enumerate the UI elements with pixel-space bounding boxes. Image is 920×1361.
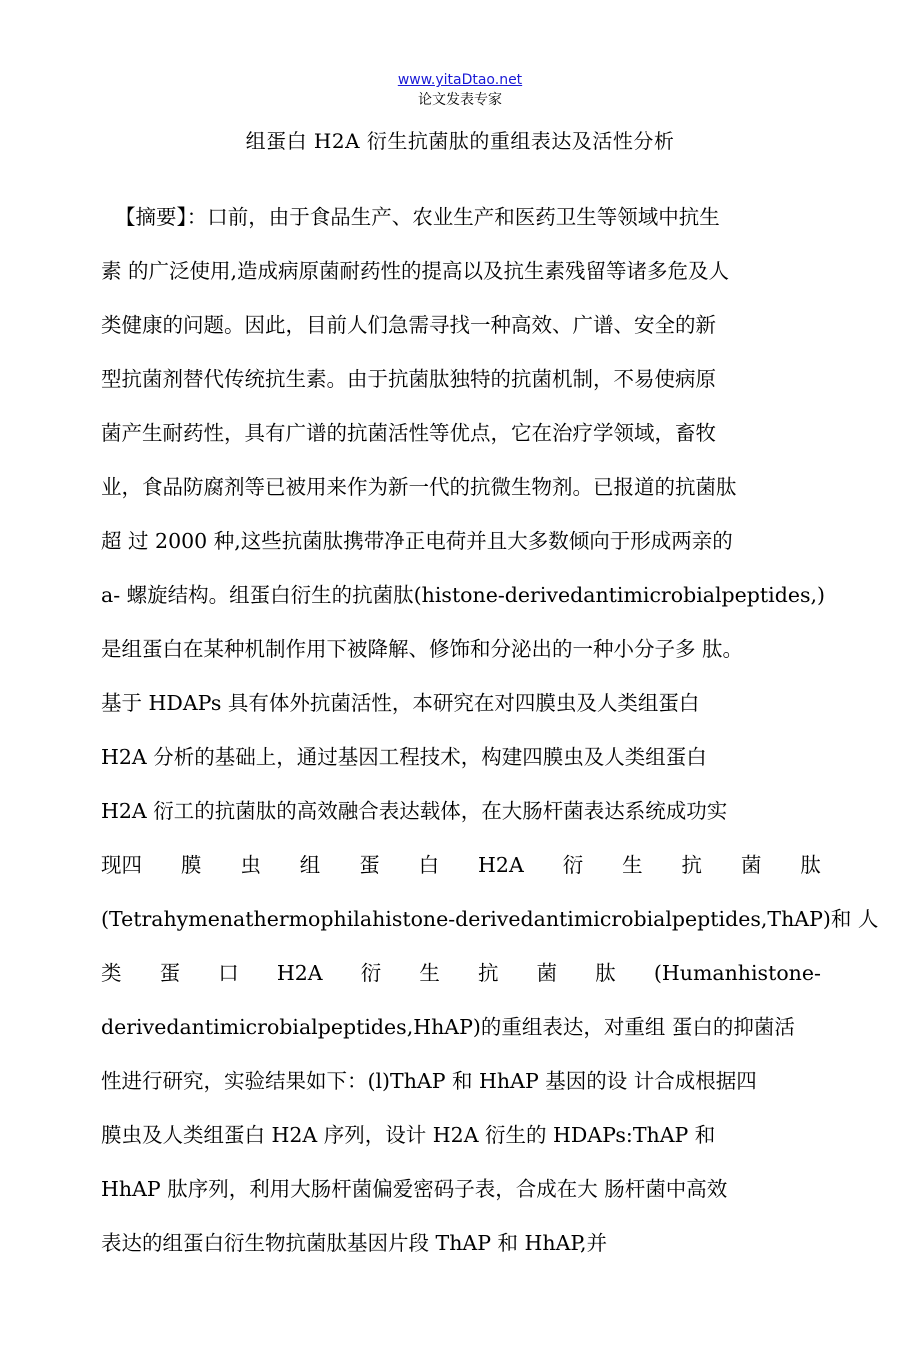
justified-word: 白 — [418, 853, 440, 877]
justified-word: 肽 — [595, 961, 616, 985]
text-line: 素 的广泛使用,造成病原菌耐药性的提高以及抗生素残留等诸多危及人 — [101, 259, 730, 283]
justified-word: H2A — [478, 853, 524, 877]
document-title: 组蛋白 H2A 衍生抗菌肽的重组表达及活性分析 — [245, 129, 675, 153]
text-line: 业，食品防腐剂等已被用来作为新一代的抗微生物剂。已报道的抗菌肽 — [101, 475, 737, 499]
text-line: 型抗菌剂替代传统抗生素。由于抗菌肽独特的抗菌机制，不易使病原 — [101, 367, 716, 391]
justified-word: 现四 — [101, 853, 142, 877]
text-line: 【摘要】：口前，由于食品生产、农业生产和医药卫生等领域中抗生 — [115, 205, 720, 229]
text-line: 类健康的问题。因此，目前人们急需寻找一种高效、广谱、安全的新 — [101, 313, 716, 337]
text-line: 是组蛋白在某种机制作用下被降解、修饰和分泌出的一种小分子多 肽。 — [101, 637, 744, 661]
justified-word: 生 — [419, 961, 440, 985]
justified-word: 生 — [622, 853, 643, 877]
justified-word: 抗 — [681, 853, 703, 877]
text-line: 超 过 2000 种,这些抗菌肽携带净正电荷并且大多数倾向于形成两亲的 — [101, 529, 733, 553]
site-link[interactable]: www.yitaDtao.net — [397, 72, 523, 88]
justified-word: 虫 — [240, 853, 261, 877]
text-line: H2A 衍工的抗菌肽的高效融合表达载体，在大肠杆菌表达系统成功实 — [101, 799, 728, 823]
justified-word: H2A — [276, 961, 323, 985]
justified-word: 衍 — [562, 853, 584, 877]
text-line: H2A 分析的基础上，通过基因工程技术，构建四膜虫及人类组蛋白 — [101, 745, 707, 769]
text-line: 表达的组蛋白衍生物抗菌肽基因片段 ThAP 和 HhAP,并 — [101, 1231, 608, 1255]
text-line-justified — [101, 951, 821, 1005]
justified-word: 衍 — [360, 961, 382, 985]
text-line: (Tetrahymenathermophilahistone-derivedantimicrobialpeptides,ThAP)和 人 — [101, 907, 879, 931]
abstract-body — [101, 195, 879, 1275]
text-line: 菌产生耐药性，具有广谱的抗菌活性等优点，它在治疗学领域，畜牧 — [101, 421, 716, 445]
document-header — [0, 70, 920, 110]
justified-word: 口 — [218, 961, 239, 985]
justified-word: 组 — [299, 853, 321, 877]
justified-word: 膜 — [180, 853, 202, 877]
text-line: derivedantimicrobialpeptides,HhAP)的重组表达，对重组 蛋白的抑菌活 — [101, 1015, 795, 1039]
text-line: HhAP 肽序列，利用大肠杆菌偏爱密码子表，合成在大 肠杆菌中高效 — [101, 1177, 728, 1201]
justified-word: (Humanhistone- — [653, 961, 821, 985]
text-line: 膜虫及人类组蛋白 H2A 序列，设计 H2A 衍生的 HDAPs:ThAP 和 — [101, 1123, 716, 1147]
justified-word: 菌 — [536, 961, 558, 985]
justified-word: 类 — [101, 961, 122, 985]
justified-word: 蛋 — [159, 961, 181, 985]
text-line: 性进行研究，实验结果如下：(l)ThAP 和 HhAP 基因的设 计合成根据四 — [101, 1069, 757, 1093]
justified-word: 菌 — [740, 853, 762, 877]
text-line: a- 螺旋结构。组蛋白衍生的抗菌肽(histone-derivedantimicrobialpeptides,) — [101, 583, 825, 607]
text-line-justified — [101, 843, 821, 897]
justified-word: 蛋 — [359, 853, 380, 877]
site-tagline: 论文发表专家 — [418, 92, 502, 108]
justified-word: 抗 — [477, 961, 499, 985]
text-line: 基于 HDAPs 具有体外抗菌活性，本研究在对四膜虫及人类组蛋白 — [101, 691, 700, 715]
justified-word: 肽 — [800, 853, 821, 877]
